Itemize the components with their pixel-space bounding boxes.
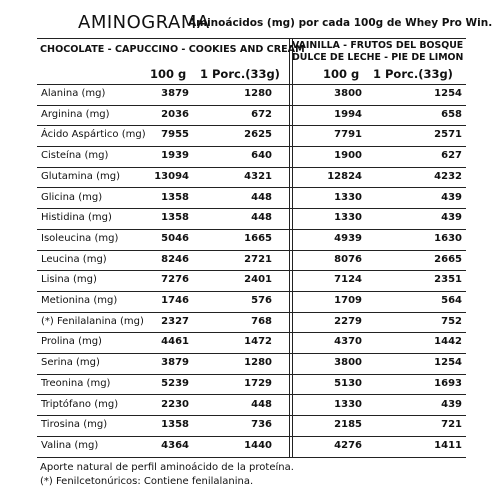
amino-value-b: 448 xyxy=(251,398,272,410)
table-row xyxy=(37,208,466,229)
amino-name: Ácido Aspártico (mg) xyxy=(41,129,146,141)
amino-name: Glutamina (mg) xyxy=(41,170,120,182)
amino-value-a: 13094 xyxy=(154,170,189,182)
amino-value-d: 1630 xyxy=(434,232,462,244)
table-row xyxy=(37,270,466,291)
amino-name: Valina (mg) xyxy=(41,439,99,451)
group-left-header: CHOCOLATE - CAPUCCINO - COOKIES AND CREAM xyxy=(40,44,305,55)
amino-value-d: 1254 xyxy=(434,88,462,99)
amino-name: Metionina (mg) xyxy=(41,295,118,306)
amino-value-d: 658 xyxy=(441,108,462,120)
amino-value-b: 2625 xyxy=(244,129,272,141)
amino-value-a: 7276 xyxy=(161,274,189,286)
amino-value-a: 5239 xyxy=(161,377,189,389)
amino-name: Isoleucina (mg) xyxy=(41,232,119,244)
amino-name: (*) Fenilalanina (mg) xyxy=(41,315,144,327)
table-top-border xyxy=(37,38,466,39)
table-row xyxy=(37,167,466,188)
page-subtitle: Aminoácidos (mg) por cada 100g de Whey Pro Win. xyxy=(188,17,493,29)
amino-value-a: 4364 xyxy=(161,439,189,451)
amino-value-a: 7955 xyxy=(161,129,189,141)
table-row xyxy=(37,332,466,353)
amino-value-c: 1994 xyxy=(334,108,362,120)
amino-value-a: 3879 xyxy=(161,357,189,369)
amino-value-c: 2279 xyxy=(334,315,362,327)
amino-value-a: 2230 xyxy=(161,398,189,410)
amino-value-d: 2571 xyxy=(434,129,462,141)
table-row xyxy=(37,125,466,146)
table-row xyxy=(37,436,466,457)
col-header-100g-right: 100 g xyxy=(323,67,360,81)
amino-value-c: 7791 xyxy=(334,129,362,141)
amino-value-b: 576 xyxy=(251,295,272,306)
table-row xyxy=(37,291,466,312)
amino-value-d: 721 xyxy=(441,419,462,431)
amino-value-d: 2351 xyxy=(434,274,462,286)
amino-value-b: 1440 xyxy=(244,439,272,451)
amino-value-b: 2401 xyxy=(244,274,272,286)
table-row xyxy=(37,84,466,105)
col-header-porc-right: 1 Porc.(33g) xyxy=(373,67,453,81)
amino-value-c: 3800 xyxy=(334,357,362,369)
amino-value-b: 1665 xyxy=(244,232,272,244)
amino-value-d: 1411 xyxy=(434,439,462,451)
amino-name: Alanina (mg) xyxy=(41,88,106,99)
group-right-line1: VAINILLA - FRUTOS DEL BOSQUE xyxy=(292,40,464,51)
page-title: AMINOGRAMA xyxy=(78,12,210,33)
title-bar xyxy=(0,10,500,38)
amino-value-b: 768 xyxy=(251,315,272,327)
amino-value-a: 3879 xyxy=(161,88,189,99)
amino-value-c: 1709 xyxy=(334,295,362,306)
amino-value-a: 1358 xyxy=(161,191,189,203)
amino-value-d: 439 xyxy=(441,212,462,224)
amino-name: Triptófano (mg) xyxy=(41,398,119,410)
amino-value-c: 4939 xyxy=(334,232,362,244)
amino-value-b: 1280 xyxy=(244,88,272,99)
amino-value-b: 1472 xyxy=(244,336,272,348)
table-row xyxy=(37,312,466,333)
amino-value-a: 2036 xyxy=(161,108,189,120)
amino-name: Cisteína (mg) xyxy=(41,150,109,162)
footer-note-2: (*) Fenilcetonúricos: Contiene fenilalanina. xyxy=(40,476,254,487)
amino-value-d: 752 xyxy=(441,315,462,327)
amino-value-c: 8076 xyxy=(334,253,362,265)
amino-value-d: 1693 xyxy=(434,377,462,389)
table-row xyxy=(37,188,466,209)
amino-value-b: 1280 xyxy=(244,357,272,369)
table-row xyxy=(37,250,466,271)
amino-value-c: 5130 xyxy=(334,377,362,389)
amino-value-c: 7124 xyxy=(334,274,362,286)
col-header-100g-left: 100 g xyxy=(150,67,187,81)
table-row xyxy=(37,353,466,374)
table-row xyxy=(37,395,466,416)
amino-name: Lisina (mg) xyxy=(41,274,97,286)
amino-table xyxy=(37,38,466,458)
group-right-header xyxy=(292,40,463,64)
amino-value-a: 1746 xyxy=(161,295,189,306)
amino-name: Tirosina (mg) xyxy=(41,419,108,431)
amino-value-c: 4370 xyxy=(334,336,362,348)
amino-value-b: 448 xyxy=(251,212,272,224)
amino-value-c: 1330 xyxy=(334,191,362,203)
amino-value-a: 2327 xyxy=(161,315,189,327)
amino-value-a: 8246 xyxy=(161,253,189,265)
amino-value-c: 1330 xyxy=(334,398,362,410)
amino-value-d: 2665 xyxy=(434,253,462,265)
amino-value-d: 1442 xyxy=(434,336,462,348)
amino-value-b: 1729 xyxy=(244,377,272,389)
amino-value-b: 4321 xyxy=(244,170,272,182)
amino-name: Arginina (mg) xyxy=(41,108,110,120)
amino-value-d: 439 xyxy=(441,398,462,410)
amino-name: Serina (mg) xyxy=(41,357,100,369)
amino-value-a: 1358 xyxy=(161,419,189,431)
amino-value-c: 12824 xyxy=(327,170,362,182)
amino-value-b: 736 xyxy=(251,419,272,431)
amino-value-b: 672 xyxy=(251,108,272,120)
table-bottom-border xyxy=(37,457,466,458)
table-row xyxy=(37,374,466,395)
amino-name: Treonina (mg) xyxy=(41,377,111,389)
amino-value-a: 4461 xyxy=(161,336,189,348)
amino-value-d: 4232 xyxy=(434,170,462,182)
amino-name: Glicina (mg) xyxy=(41,191,103,203)
amino-value-b: 2721 xyxy=(244,253,272,265)
amino-value-a: 1939 xyxy=(161,150,189,162)
amino-value-c: 2185 xyxy=(334,419,362,431)
footer-note-1: Aporte natural de perfil aminoácido de la proteína. xyxy=(40,462,294,473)
table-row xyxy=(37,105,466,126)
amino-value-d: 564 xyxy=(441,295,462,306)
amino-name: Prolina (mg) xyxy=(41,336,102,348)
amino-name: Histidina (mg) xyxy=(41,212,112,224)
group-right-line2: DULCE DE LECHE - PIE DE LIMON xyxy=(292,52,464,63)
amino-value-a: 5046 xyxy=(161,232,189,244)
amino-value-b: 448 xyxy=(251,191,272,203)
amino-name: Leucina (mg) xyxy=(41,253,107,265)
table-row xyxy=(37,229,466,250)
amino-value-c: 4276 xyxy=(334,439,362,451)
table-row xyxy=(37,415,466,436)
amino-value-b: 640 xyxy=(251,150,272,162)
amino-value-c: 1900 xyxy=(334,150,362,162)
amino-value-d: 627 xyxy=(441,150,462,162)
col-header-porc-left: 1 Porc.(33g) xyxy=(200,67,280,81)
amino-value-c: 3800 xyxy=(334,88,362,99)
amino-value-c: 1330 xyxy=(334,212,362,224)
table-row xyxy=(37,146,466,167)
amino-value-a: 1358 xyxy=(161,212,189,224)
amino-value-d: 439 xyxy=(441,191,462,203)
amino-value-d: 1254 xyxy=(434,357,462,369)
